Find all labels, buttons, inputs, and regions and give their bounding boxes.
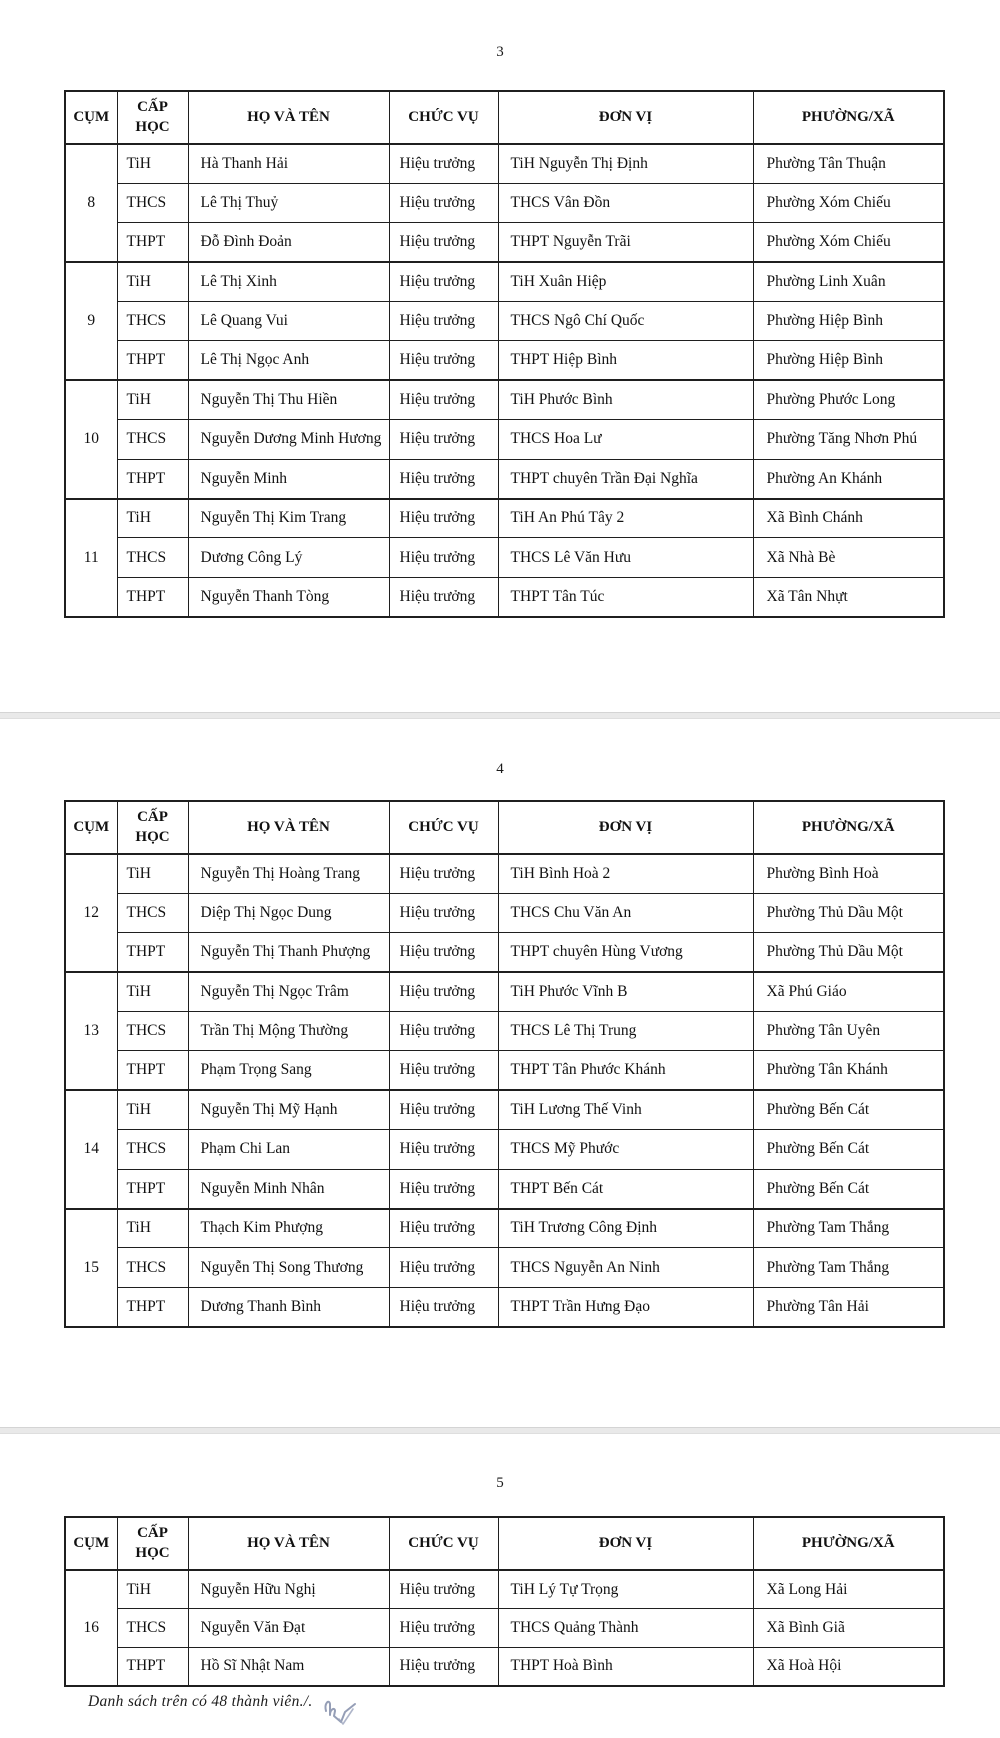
person-name-cell: Hà Thanh Hải (188, 144, 389, 183)
school-level-cell: THPT (117, 1287, 188, 1326)
table-row (65, 1130, 944, 1169)
ward-cell: Xã Tân Nhựt (753, 577, 944, 616)
roster-table (64, 1516, 945, 1687)
ward-cell: Xã Phú Giáo (753, 972, 944, 1011)
ward-cell: Phường Thủ Dầu Một (753, 893, 944, 932)
table-row (65, 302, 944, 341)
page-number: 3 (496, 44, 504, 60)
person-name-cell: Lê Thị Xinh (188, 262, 389, 301)
table-row (65, 1209, 944, 1248)
table-row (65, 1248, 944, 1287)
roster-table (64, 800, 945, 1328)
ward-cell: Xã Bình Giã (753, 1609, 944, 1648)
ward-cell: Phường Hiệp Bình (753, 341, 944, 380)
school-level-cell: THCS (117, 420, 188, 459)
school-level-cell: THPT (117, 459, 188, 498)
ward-cell: Xã Bình Chánh (753, 499, 944, 538)
ward-cell: Xã Long Hải (753, 1570, 944, 1609)
person-name-cell: Lê Quang Vui (188, 302, 389, 341)
roster-table-page-4 (64, 800, 943, 1328)
school-level-cell: THCS (117, 1130, 188, 1169)
ward-cell: Phường Tân Khánh (753, 1051, 944, 1090)
column-header-0: CỤM (65, 801, 117, 854)
ward-cell: Phường Tân Hải (753, 1287, 944, 1326)
column-header-1: CẤP HỌC (117, 801, 188, 854)
person-name-cell: Nguyễn Dương Minh Hương (188, 420, 389, 459)
position-cell: Hiệu trưởng (389, 380, 498, 419)
school-level-cell: THPT (117, 577, 188, 616)
ward-cell: Phường Bến Cát (753, 1169, 944, 1208)
person-name-cell: Phạm Chi Lan (188, 1130, 389, 1169)
unit-cell: TiH Phước Bình (498, 380, 753, 419)
school-level-cell: THCS (117, 538, 188, 577)
position-cell: Hiệu trưởng (389, 893, 498, 932)
table-row (65, 1287, 944, 1326)
unit-cell: TiH Trương Công Định (498, 1209, 753, 1248)
cluster-number-cell: 16 (65, 1570, 117, 1686)
unit-cell: THCS Mỹ Phước (498, 1130, 753, 1169)
person-name-cell: Nguyễn Thị Hoàng Trang (188, 854, 389, 893)
unit-cell: TiH Xuân Hiệp (498, 262, 753, 301)
person-name-cell: Nguyễn Thị Thu Hiền (188, 380, 389, 419)
position-cell: Hiệu trưởng (389, 262, 498, 301)
position-cell: Hiệu trưởng (389, 1090, 498, 1129)
table-row (65, 972, 944, 1011)
school-level-cell: THPT (117, 341, 188, 380)
table-row (65, 1051, 944, 1090)
cluster-number-cell: 15 (65, 1209, 117, 1327)
cluster-number-cell: 9 (65, 262, 117, 380)
position-cell: Hiệu trưởng (389, 499, 498, 538)
school-level-cell: TiH (117, 1570, 188, 1609)
position-cell: Hiệu trưởng (389, 420, 498, 459)
position-cell: Hiệu trưởng (389, 1051, 498, 1090)
unit-cell: THCS Ngô Chí Quốc (498, 302, 753, 341)
person-name-cell: Thạch Kim Phượng (188, 1209, 389, 1248)
column-header-3: CHỨC VỤ (389, 1517, 498, 1570)
unit-cell: THPT Hiệp Bình (498, 341, 753, 380)
table-row (65, 1169, 944, 1208)
table-row (65, 380, 944, 419)
school-level-cell: THCS (117, 1248, 188, 1287)
school-level-cell: TiH (117, 1209, 188, 1248)
position-cell: Hiệu trưởng (389, 1287, 498, 1326)
school-level-cell: TiH (117, 499, 188, 538)
school-level-cell: TiH (117, 972, 188, 1011)
roster-table-page-3 (64, 90, 943, 618)
column-header-0: CỤM (65, 1517, 117, 1570)
table-row (65, 262, 944, 301)
school-level-cell: THCS (117, 302, 188, 341)
column-header-5: PHƯỜNG/XÃ (753, 801, 944, 854)
unit-cell: TiH Lý Tự Trọng (498, 1570, 753, 1609)
table-row (65, 577, 944, 616)
ward-cell: Phường Tân Thuận (753, 144, 944, 183)
ward-cell: Phường Xóm Chiếu (753, 223, 944, 262)
person-name-cell: Phạm Trọng Sang (188, 1051, 389, 1090)
unit-cell: THCS Lê Thị Trung (498, 1012, 753, 1051)
position-cell: Hiệu trưởng (389, 577, 498, 616)
person-name-cell: Diệp Thị Ngọc Dung (188, 893, 389, 932)
school-level-cell: TiH (117, 854, 188, 893)
person-name-cell: Nguyễn Thị Mỹ Hạnh (188, 1090, 389, 1129)
unit-cell: THPT Hoà Bình (498, 1647, 753, 1686)
column-header-4: ĐƠN VỊ (498, 801, 753, 854)
person-name-cell: Trần Thị Mộng Thường (188, 1012, 389, 1051)
school-level-cell: THCS (117, 183, 188, 222)
table-row (65, 1012, 944, 1051)
school-level-cell: TiH (117, 262, 188, 301)
position-cell: Hiệu trưởng (389, 1248, 498, 1287)
school-level-cell: TiH (117, 380, 188, 419)
school-level-cell: THPT (117, 933, 188, 972)
position-cell: Hiệu trưởng (389, 854, 498, 893)
person-name-cell: Dương Công Lý (188, 538, 389, 577)
person-name-cell: Nguyễn Thị Song Thương (188, 1248, 389, 1287)
ward-cell: Phường Xóm Chiếu (753, 183, 944, 222)
unit-cell: THCS Lê Văn Hưu (498, 538, 753, 577)
cluster-number-cell: 11 (65, 499, 117, 617)
table-row (65, 854, 944, 893)
table-row (65, 1570, 944, 1609)
ward-cell: Phường Tam Thắng (753, 1248, 944, 1287)
ward-cell: Phường Tân Uyên (753, 1012, 944, 1051)
school-level-cell: THPT (117, 223, 188, 262)
table-row (65, 144, 944, 183)
ward-cell: Phường Phước Long (753, 380, 944, 419)
ward-cell: Phường Bình Hoà (753, 854, 944, 893)
unit-cell: TiH Bình Hoà 2 (498, 854, 753, 893)
column-header-4: ĐƠN VỊ (498, 91, 753, 144)
unit-cell: TiH Phước Vĩnh B (498, 972, 753, 1011)
roster-table (64, 90, 945, 618)
school-level-cell: THPT (117, 1647, 188, 1686)
cluster-number-cell: 14 (65, 1090, 117, 1208)
person-name-cell: Nguyễn Minh Nhân (188, 1169, 389, 1208)
table-row (65, 341, 944, 380)
person-name-cell: Lê Thị Thuỷ (188, 183, 389, 222)
unit-cell: THCS Vân Đồn (498, 183, 753, 222)
position-cell: Hiệu trưởng (389, 1647, 498, 1686)
person-name-cell: Nguyễn Thị Thanh Phượng (188, 933, 389, 972)
unit-cell: TiH Nguyễn Thị Định (498, 144, 753, 183)
cluster-number-cell: 13 (65, 972, 117, 1090)
person-name-cell: Đỗ Đình Đoản (188, 223, 389, 262)
person-name-cell: Nguyễn Minh (188, 459, 389, 498)
ward-cell: Phường An Khánh (753, 459, 944, 498)
page-number: 4 (496, 761, 504, 777)
position-cell: Hiệu trưởng (389, 302, 498, 341)
school-level-cell: THCS (117, 1609, 188, 1648)
ward-cell: Phường Hiệp Bình (753, 302, 944, 341)
cluster-number-cell: 12 (65, 854, 117, 972)
column-header-2: HỌ VÀ TÊN (188, 801, 389, 854)
table-row (65, 420, 944, 459)
page-number: 5 (496, 1475, 504, 1491)
school-level-cell: THPT (117, 1169, 188, 1208)
column-header-5: PHƯỜNG/XÃ (753, 1517, 944, 1570)
ward-cell: Xã Hoà Hội (753, 1647, 944, 1686)
ward-cell: Phường Thủ Dầu Một (753, 933, 944, 972)
unit-cell: THCS Quảng Thành (498, 1609, 753, 1648)
table-row (65, 459, 944, 498)
person-name-cell: Dương Thanh Bình (188, 1287, 389, 1326)
page-break-divider (0, 712, 1000, 719)
unit-cell: THCS Hoa Lư (498, 420, 753, 459)
unit-cell: THPT chuyên Hùng Vương (498, 933, 753, 972)
column-header-3: CHỨC VỤ (389, 91, 498, 144)
ward-cell: Phường Tăng Nhơn Phú (753, 420, 944, 459)
column-header-1: CẤP HỌC (117, 1517, 188, 1570)
position-cell: Hiệu trưởng (389, 1169, 498, 1208)
unit-cell: THPT chuyên Trần Đại Nghĩa (498, 459, 753, 498)
column-header-2: HỌ VÀ TÊN (188, 1517, 389, 1570)
position-cell: Hiệu trưởng (389, 972, 498, 1011)
unit-cell: THPT Trần Hưng Đạo (498, 1287, 753, 1326)
school-level-cell: THCS (117, 1012, 188, 1051)
page-break-divider (0, 1427, 1000, 1434)
cluster-number-cell: 8 (65, 144, 117, 262)
table-row (65, 223, 944, 262)
position-cell: Hiệu trưởng (389, 341, 498, 380)
school-level-cell: THPT (117, 1051, 188, 1090)
school-level-cell: TiH (117, 144, 188, 183)
unit-cell: THPT Nguyễn Trãi (498, 223, 753, 262)
position-cell: Hiệu trưởng (389, 1609, 498, 1648)
position-cell: Hiệu trưởng (389, 933, 498, 972)
footer-note: Danh sách trên có 48 thành viên./. (88, 1693, 313, 1710)
position-cell: Hiệu trưởng (389, 1570, 498, 1609)
person-name-cell: Nguyễn Thị Ngọc Trâm (188, 972, 389, 1011)
ward-cell: Xã Nhà Bè (753, 538, 944, 577)
table-row (65, 499, 944, 538)
school-level-cell: TiH (117, 1090, 188, 1129)
handwritten-initials-icon (322, 1695, 374, 1729)
ward-cell: Phường Linh Xuân (753, 262, 944, 301)
person-name-cell: Nguyễn Văn Đạt (188, 1609, 389, 1648)
position-cell: Hiệu trưởng (389, 183, 498, 222)
unit-cell: THPT Bến Cát (498, 1169, 753, 1208)
school-level-cell: THCS (117, 893, 188, 932)
unit-cell: THPT Tân Phước Khánh (498, 1051, 753, 1090)
position-cell: Hiệu trưởng (389, 223, 498, 262)
column-header-0: CỤM (65, 91, 117, 144)
position-cell: Hiệu trưởng (389, 144, 498, 183)
cluster-number-cell: 10 (65, 380, 117, 498)
roster-table-page-5 (64, 1516, 943, 1687)
ward-cell: Phường Bến Cát (753, 1090, 944, 1129)
table-row (65, 1647, 944, 1686)
position-cell: Hiệu trưởng (389, 1012, 498, 1051)
person-name-cell: Lê Thị Ngọc Anh (188, 341, 389, 380)
unit-cell: TiH An Phú Tây 2 (498, 499, 753, 538)
unit-cell: THCS Nguyễn An Ninh (498, 1248, 753, 1287)
column-header-1: CẤP HỌC (117, 91, 188, 144)
table-row (65, 538, 944, 577)
person-name-cell: Nguyễn Thanh Tòng (188, 577, 389, 616)
table-row (65, 933, 944, 972)
unit-cell: THPT Tân Túc (498, 577, 753, 616)
person-name-cell: Nguyễn Hữu Nghị (188, 1570, 389, 1609)
column-header-5: PHƯỜNG/XÃ (753, 91, 944, 144)
column-header-4: ĐƠN VỊ (498, 1517, 753, 1570)
position-cell: Hiệu trưởng (389, 538, 498, 577)
table-row (65, 1090, 944, 1129)
column-header-2: HỌ VÀ TÊN (188, 91, 389, 144)
person-name-cell: Nguyễn Thị Kim Trang (188, 499, 389, 538)
position-cell: Hiệu trưởng (389, 1209, 498, 1248)
position-cell: Hiệu trưởng (389, 459, 498, 498)
table-row (65, 183, 944, 222)
column-header-3: CHỨC VỤ (389, 801, 498, 854)
ward-cell: Phường Tam Thắng (753, 1209, 944, 1248)
table-row (65, 1609, 944, 1648)
position-cell: Hiệu trưởng (389, 1130, 498, 1169)
unit-cell: TiH Lương Thế Vinh (498, 1090, 753, 1129)
person-name-cell: Hồ Sĩ Nhật Nam (188, 1647, 389, 1686)
table-row (65, 893, 944, 932)
ward-cell: Phường Bến Cát (753, 1130, 944, 1169)
unit-cell: THCS Chu Văn An (498, 893, 753, 932)
